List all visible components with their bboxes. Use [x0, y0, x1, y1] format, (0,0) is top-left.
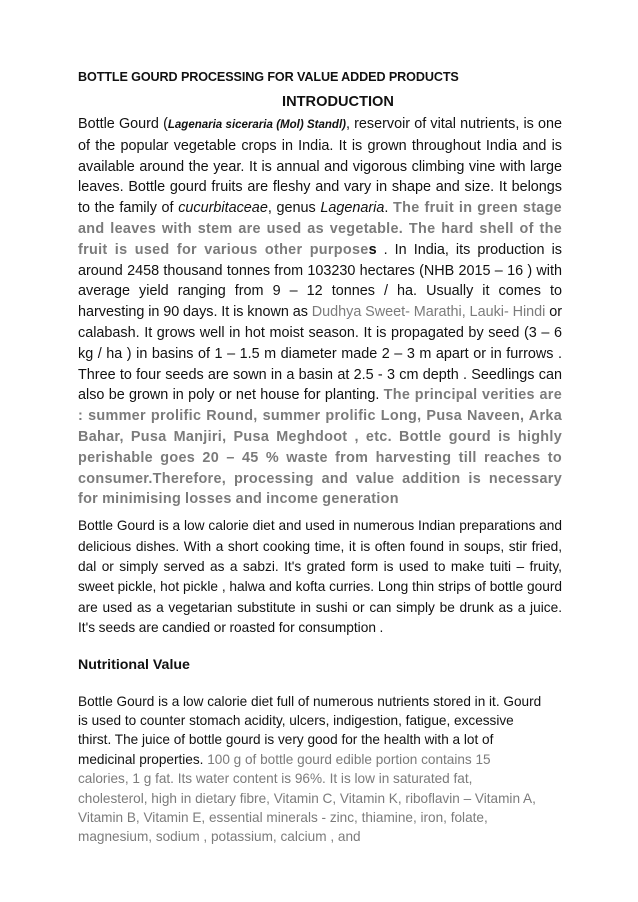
- p1-text-6: or calabash. It grows well in hot moist season. It is propagated by seed (3 – 6 kg / ha ) in basins of 1 – 1.5 m diameter made 2 – 3 m apart or in furrows . Three to four seeds are sown in a basin at 2.5 - 3 cm depth . Seedlings can also be grown in poly or net house for planting.: [78, 304, 562, 404]
- p1-text-2: , reservoir of vital nutrients, is one of the popular vegetable crops in India. It is grown throughout India and is available around the year. It is annual and vigorous climbing vine with large leaves. Bottle gourd fruits are fleshy and vary in shape and size. It belongs to the family of: [78, 116, 563, 217]
- genus-name: Lagenaria: [320, 200, 385, 217]
- p1-highlight-varieties: The principal verities are : summer prolific Round, summer prolific Long, Pusa Naveen, Arka Bahar, Pusa Manjiri, Pusa Meghdoot , etc. Bottle gourd is highly perishable goes 20 – 45 % waste from harvesting till reaches to consumer.Therefore, processing and value addition is necessary for minimising losses and income generation: [78, 387, 562, 508]
- usage-paragraph: Bottle Gourd is a low calorie diet and used in numerous Indian preparations and delicious dishes. With a short cooking time, it is often found in soups, stir fried, dal or simply served as a sabzi. It's grated form is used to make tuiti – fruity, sweet pickle, hot pickle , halwa and kofta curries. Long thin strips of bottle gourd are used as a vegetarian substitute in sushi or can simply be drunk as a juice. It's seeds are candied or roasted for consumption .: [78, 518, 562, 636]
- introduction-heading: INTRODUCTION: [282, 94, 394, 110]
- p3-text-1: Bottle Gourd is a low calorie diet full of numerous nutrients stored in it. Gourd is used to counter stomach acidity, ulcers, indigestion, fatigue, excessive thirst. The juice of bottle gourd is very good for the health with a lot of medicinal properties.: [78, 693, 542, 767]
- introduction-paragraph: [78, 114, 562, 510]
- p3-nutrient-details: 100 g of bottle gourd edible portion contains 15 calories, 1 g fat. Its water content is 96%. It is low in saturated fat, cholesterol, high in dietary fibre, Vitamin C, Vitamin K, riboflavin – Vitamin A, Vitamin B, Vitamin E, essential minerals - zinc, thiamine, iron, folate, magnesium, sodium , potassium, calcium , and: [78, 751, 536, 845]
- scientific-name: Lagenaria siceraria (Mol) Standl): [167, 119, 346, 131]
- p1-text-4: .: [384, 200, 394, 217]
- nutritional-value-heading: Nutritional Value: [78, 656, 190, 673]
- p1-highlight-uses: The fruit in green stage and leaves with stem are used as vegetable. The hard shell of the fruit is used for various other purpose: [78, 200, 562, 258]
- p1-text-1: Bottle Gourd (: [78, 116, 168, 132]
- p1-local-names: Dudhya Sweet- Marathi, Lauki- Hindi: [311, 304, 546, 321]
- p1-bold-s: s: [368, 241, 377, 258]
- p1-text-3: , genus: [267, 200, 321, 217]
- family-name: cucurbitaceae: [178, 200, 268, 217]
- nutrition-paragraph: [78, 692, 562, 847]
- p1-text-5: . In India, its production is around 2458 thousand tonnes from 103230 hectares (NHB 2015 – 16 ) with average yield ranging from 9 – 12 tonnes / ha. Usually it comes to harvesting in 90 days. It is known as: [78, 241, 562, 321]
- document-page: [78, 70, 562, 847]
- document-title: BOTTLE GOURD PROCESSING FOR VALUE ADDED PRODUCTS: [78, 70, 459, 84]
